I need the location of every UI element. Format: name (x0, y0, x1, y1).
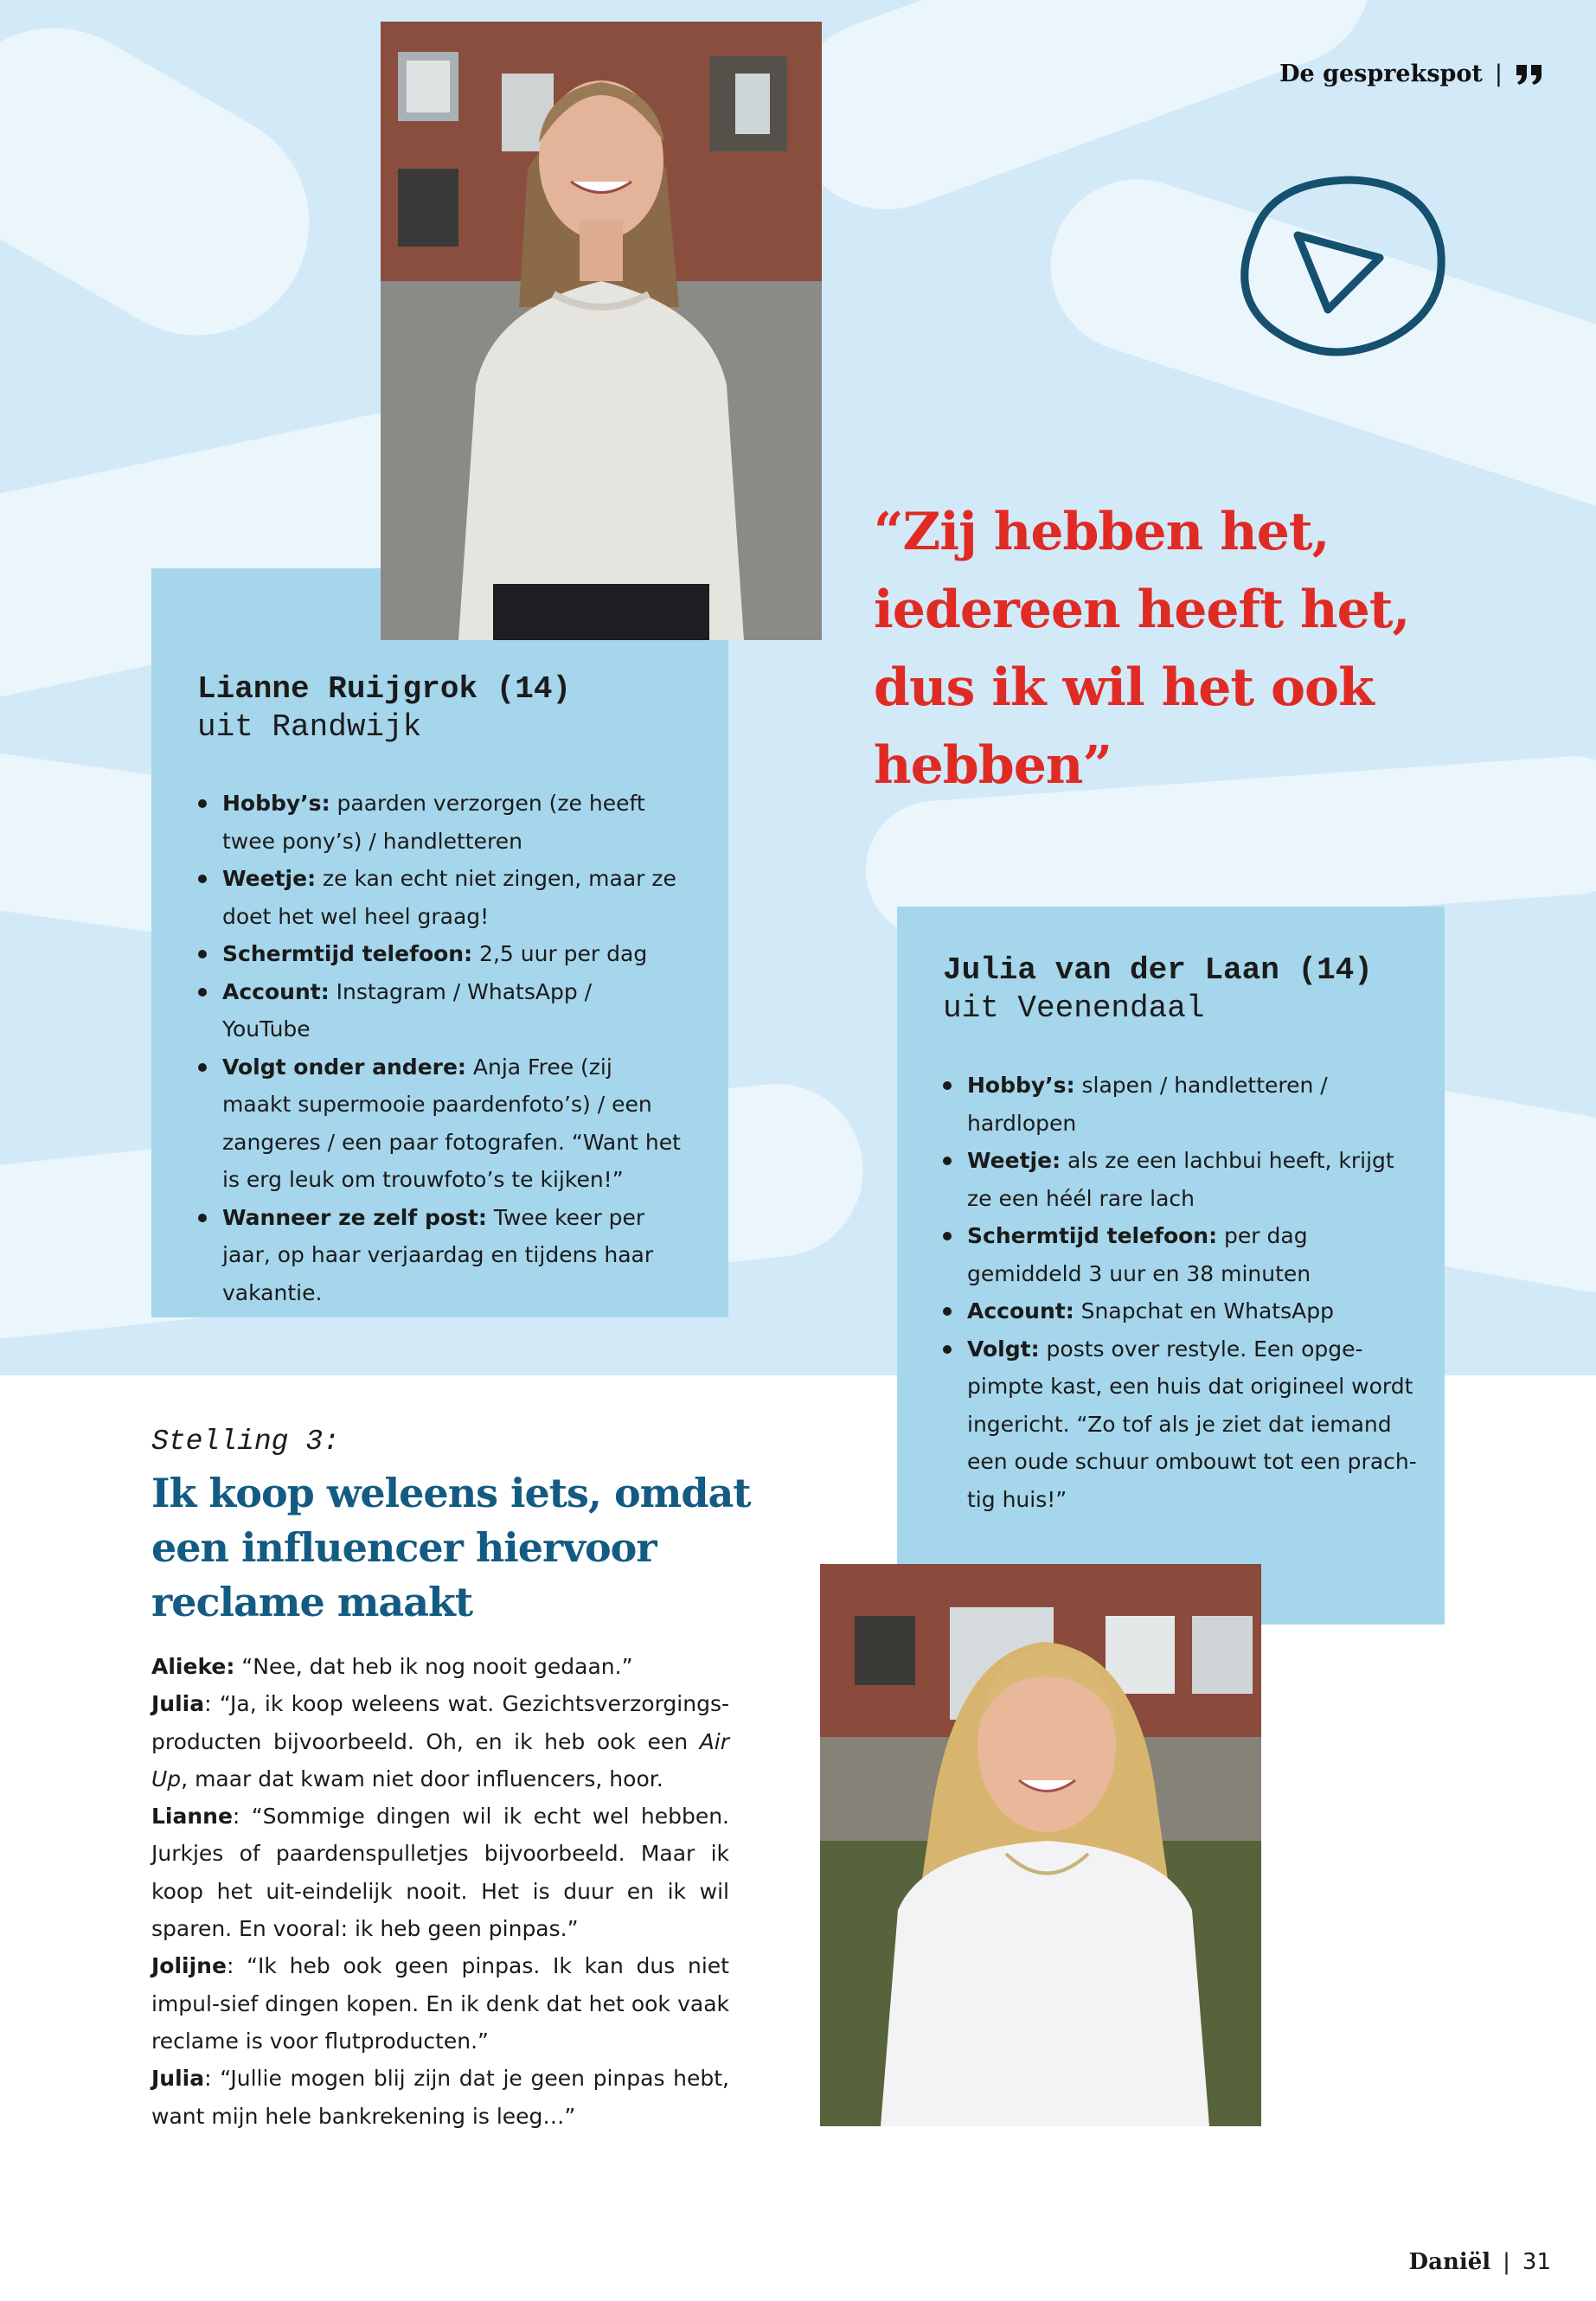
profile-facts (941, 1067, 1426, 1518)
profile-facts (196, 785, 681, 1311)
quote-marks-icon (1515, 63, 1544, 86)
speaker-name: Jolijne (151, 1953, 227, 1979)
profile-card-julia (897, 907, 1445, 1625)
fact-item (941, 1330, 1426, 1519)
fact-text: Twee keer per jaar, op haar verjaardag en tijdens haar vakantie. (222, 1204, 654, 1305)
fact-label: Schermtijd telefoon: (222, 941, 473, 966)
profile-name-block (943, 952, 1373, 1028)
profile-location: uit Randwijk (197, 709, 422, 745)
fact-text: 2,5 uur per dag (472, 941, 648, 966)
dialogue-line (151, 1685, 729, 1798)
fact-label: Hobby’s: (222, 791, 330, 816)
play-button-icon[interactable] (1220, 164, 1453, 372)
fact-item (941, 1292, 1426, 1330)
fact-item (941, 1217, 1426, 1292)
dialogue-line (151, 2060, 729, 2135)
page-number: 31 (1522, 2249, 1551, 2275)
fact-text: als ze een lachbui heeft, krijgt ze een héél rare lach (967, 1148, 1394, 1211)
photo-julia (820, 1564, 1261, 2126)
fact-item (196, 1048, 681, 1199)
dialogue-line (151, 1947, 729, 2060)
dialogue-text: : “Sommige dingen wil ik echt wel hebben. Jurkjes of paardenspulletjes bijvoorbeeld. Maar ik koop het uit-eindelijk nooit. Het is duur en ik wil sparen. En vooral: ik heb geen pinpas.” (151, 1804, 729, 1942)
dialogue-text: : “Jullie mogen blij zijn dat je geen pinpas hebt, want mijn hele bankrekening is leeg…” (151, 2066, 729, 2129)
speaker-name: Julia (151, 1691, 205, 1717)
section-header (1279, 61, 1544, 87)
fact-label: Weetje: (967, 1148, 1061, 1173)
header-separator: | (1494, 61, 1503, 87)
magazine-name: Daniël (1408, 2249, 1491, 2275)
dialogue-text: “Nee, dat heb ik nog nooit gedaan.” (234, 1654, 633, 1679)
profile-location: uit Veenendaal (943, 990, 1205, 1026)
speaker-name: Julia (151, 2066, 205, 2092)
fact-item (196, 973, 681, 1048)
fact-label: Weetje: (222, 866, 317, 891)
profile-name: Lianne Ruijgrok (14) (197, 671, 572, 707)
fact-text: Snapchat en WhatsApp (1074, 1298, 1334, 1324)
fact-item (941, 1067, 1426, 1142)
photo-lianne (381, 22, 822, 640)
fact-label: Hobby’s: (967, 1073, 1075, 1098)
profile-name-block (197, 670, 571, 747)
fact-text: posts over restyle. Een opge-pimpte kast, een huis dat origineel wordt ingericht. “Zo tof als je ziet dat iemand een oude schuur ombouwt tot een prach-tig huis!” (967, 1336, 1417, 1512)
fact-text: slapen / handletteren / hardlopen (967, 1073, 1328, 1136)
fact-item (941, 1142, 1426, 1217)
dialogue (151, 1648, 729, 2135)
profile-name: Julia van der Laan (14) (943, 952, 1373, 988)
pull-quote: “Zij hebben het, iedereen heeft het, dus ik wil het ook hebben” (874, 502, 1410, 796)
page-footer (1409, 2249, 1551, 2275)
fact-item (196, 860, 681, 935)
stelling-title: Ik koop weleens iets, omdat een influencer hiervoor reclame maakt (151, 1470, 751, 1625)
speaker-name: Lianne (151, 1804, 233, 1830)
stelling-label: Stelling 3: (151, 1426, 340, 1458)
fact-text: per dag gemiddeld 3 uur en 38 minuten (967, 1223, 1311, 1286)
dialogue-text: , maar dat kwam niet door influencers, hoor. (181, 1766, 663, 1791)
fact-label: Wanneer ze zelf post: (222, 1204, 487, 1230)
fact-label: Account: (967, 1298, 1074, 1324)
dialogue-text: : “Ik heb ook geen pinpas. Ik kan dus niet impul-sief dingen kopen. En ik denk dat het ook vaak reclame is voor flutproducten.” (151, 1953, 729, 2054)
fact-item (196, 785, 681, 860)
speaker-name: Alieke: (151, 1654, 235, 1679)
fact-text: Anja Free (zij maakt supermooie paardenfoto’s) / een zangeres / een paar fotografen. “Want het is erg leuk om trouwfoto’s te kijken!” (222, 1054, 681, 1192)
fact-text: Instagram / WhatsApp / YouTube (222, 978, 593, 1042)
fact-item (196, 935, 681, 973)
fact-label: Account: (222, 978, 330, 1004)
dialogue-line (151, 1648, 729, 1685)
product-name: Air Up (151, 1728, 729, 1791)
fact-label: Volgt: (967, 1336, 1040, 1362)
dialogue-text: : “Ja, ik koop weleens wat. Gezichtsverzorgings-producten bijvoorbeeld. Oh, en ik heb ook een (151, 1691, 729, 1754)
footer-separator: | (1503, 2249, 1510, 2275)
fact-label: Schermtijd telefoon: (967, 1223, 1218, 1248)
dialogue-line (151, 1798, 729, 1947)
profile-card-lianne (151, 568, 728, 1317)
section-title: De gesprekspot (1279, 61, 1483, 87)
fact-text: paarden verzorgen (ze heeft twee pony’s) / handletteren (222, 791, 645, 854)
fact-label: Volgt onder andere: (222, 1054, 466, 1080)
fact-text: ze kan echt niet zingen, maar ze doet het wel heel graag! (222, 866, 676, 929)
fact-item (196, 1199, 681, 1312)
